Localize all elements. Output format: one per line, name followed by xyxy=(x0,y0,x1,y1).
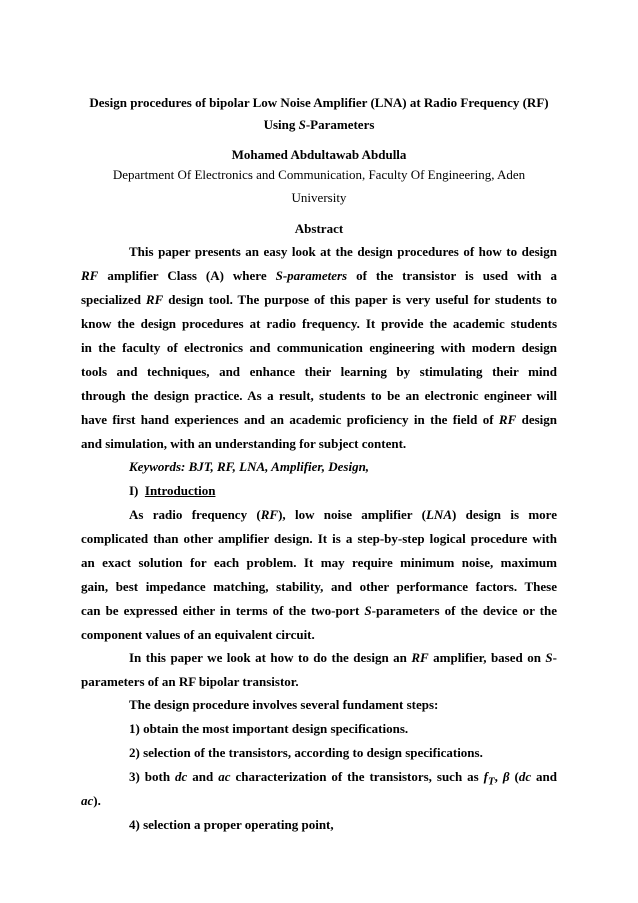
paper-title-line-1: Design procedures of bipolar Low Noise Amplifier (LNA) at Radio Frequency (RF) xyxy=(89,95,549,110)
affiliation-line-1: Department Of Electronics and Communication, Faculty Of Engineering, Aden xyxy=(112,167,526,182)
design-step-3-line-1: 3) both dc and ac characterization of the transistors, such as $f_T$, β (dc and xyxy=(129,769,558,788)
intro-p3: The design procedure involves several fundament steps: xyxy=(129,697,439,712)
design-step-2: 2) selection of the transistors, according to design specifications. xyxy=(129,745,483,760)
abstract-line-9: and simulation, with an understanding for subject content. xyxy=(81,436,407,451)
design-step-1: 1) obtain the most important design specifications. xyxy=(129,721,409,736)
affiliation-line-2: University xyxy=(291,190,347,205)
intro-p2-line-2: parameters of an RF bipolar transistor. xyxy=(81,674,299,689)
abstract-line-4: know the design procedures at radio frequency. It provide the academic students xyxy=(81,316,557,331)
intro-p2-line-1: In this paper we look at how to do the design an RF amplifier, based on S- xyxy=(129,650,557,665)
abstract-line-1: This paper presents an easy look at the design procedures of how to design xyxy=(129,244,557,259)
intro-line-5: can be expressed either in terms of the two-port S-parameters of the device or the xyxy=(81,603,558,618)
intro-line-4: gain, best impedance matching, stability, and other performance factors. These xyxy=(81,579,557,594)
abstract-heading: Abstract xyxy=(294,221,344,236)
abstract-line-2: RF amplifier Class (A) where S-parameters of the transistor is used with a xyxy=(81,268,557,283)
abstract-line-6: tools and techniques, and enhance their learning by stimulating their mind xyxy=(81,364,557,379)
author-name: Mohamed Abdultawab Abdulla xyxy=(231,147,407,162)
paper-title-line-2: Using S-Parameters xyxy=(263,117,375,132)
design-step-3-line-2: ac). xyxy=(81,793,101,808)
intro-line-3: an exact solution for each problem. It may require minimum noise, maximum xyxy=(81,555,557,570)
abstract-line-7: through the design practice. As a result, students to be an electronic engineer will xyxy=(81,388,557,403)
keywords: Keywords: BJT, RF, LNA, Amplifier, Design, xyxy=(129,459,370,474)
design-step-4: 4) selection a proper operating point, xyxy=(129,817,334,832)
abstract-line-8: have first hand experiences and an academic proficiency in the field of RF design xyxy=(81,412,558,427)
intro-line-6: component values of an equivalent circuit. xyxy=(81,627,315,642)
abstract-line-3: specialized RF design tool. The purpose of this paper is very useful for students to xyxy=(81,292,558,307)
section-heading-introduction: I) Introduction xyxy=(129,483,216,498)
intro-line-1: As radio frequency (RF), low noise amplifier (LNA) design is more xyxy=(129,507,557,522)
intro-line-2: complicated than other amplifier design. It is a step-by-step logical procedure with xyxy=(81,531,557,546)
abstract-line-5: in the faculty of electronics and communication engineering with modern design xyxy=(81,340,557,355)
